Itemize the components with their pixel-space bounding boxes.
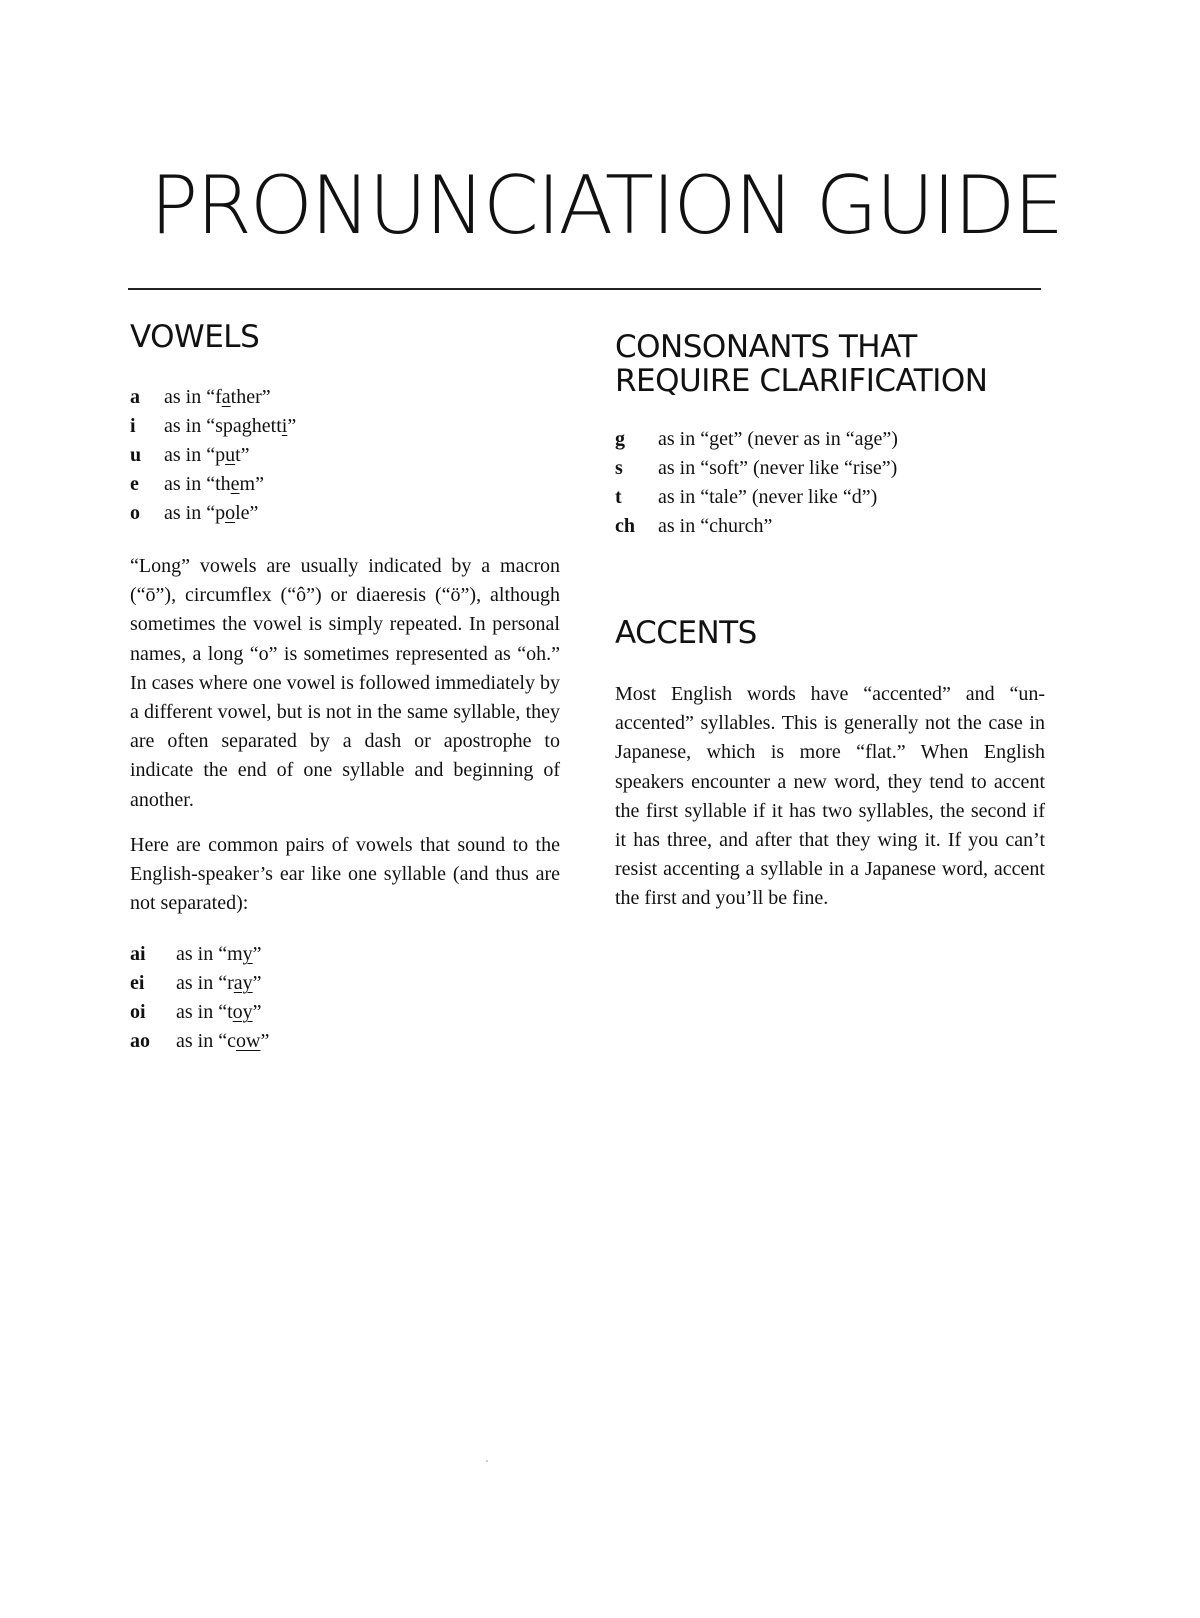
consonant-example: as in “get” (never as in “age”) (658, 428, 898, 450)
list-item (130, 998, 269, 1027)
consonant-key: s (615, 457, 623, 479)
list-item (130, 969, 269, 998)
consonant-example: as in “church” (658, 515, 773, 537)
vowel-example: as in “pole” (164, 502, 259, 524)
vowel-pairs-list (130, 940, 269, 1056)
consonant-key: g (615, 428, 625, 450)
scan-speck (486, 1460, 488, 1462)
pair-key: ao (130, 1030, 150, 1052)
list-item (615, 425, 898, 454)
list-item (615, 512, 898, 541)
page-title: PRONUNCIATION GUIDE (150, 159, 1062, 252)
vowel-key: e (130, 473, 139, 495)
title-divider (128, 288, 1041, 290)
vowels-heading: VOWELS (130, 319, 260, 355)
list-item (130, 412, 296, 441)
vowel-example: as in “spaghetti” (164, 415, 297, 437)
vowel-example: as in “them” (164, 473, 264, 495)
list-item (130, 441, 296, 470)
pair-example: as in “ray” (176, 972, 262, 994)
consonant-example: as in “soft” (never like “rise”) (658, 457, 898, 479)
accents-heading: ACCENTS (615, 615, 757, 651)
pair-example: as in “cow” (176, 1030, 270, 1052)
vowel-key: o (130, 502, 140, 524)
consonant-key: t (615, 486, 622, 508)
list-item (615, 454, 898, 483)
list-item (130, 470, 296, 499)
vowel-key: i (130, 415, 136, 437)
pair-example: as in “toy” (176, 1001, 262, 1023)
pair-example: as in “my” (176, 943, 262, 965)
vowel-example: as in “father” (164, 386, 271, 408)
vowel-pairs-intro: Here are common pairs of vowels that sound to the English-speaker’s ear like one syllable (and thus are not separated): (130, 834, 560, 915)
list-item (130, 1027, 269, 1056)
vowels-list (130, 383, 296, 528)
vowel-key: a (130, 386, 140, 408)
accents-paragraph: Most English words have “accented” and “unaccented” syllables. This is generally not the case in Japanese, which is more “flat.” When English speakers encounter a new word, they tend to accent the first syllable if it has two syllables, the second if it has three, and after that they wing it. If you can’t resist accenting a syllable in a Japanese word, accent the first and you’ll be fine. (615, 683, 1045, 910)
consonants-heading: CONSONANTS THAT REQUIRE CLARIFICATION (615, 329, 988, 399)
list-item (130, 383, 296, 412)
vowel-example: as in “put” (164, 444, 250, 466)
list-item (130, 940, 269, 969)
consonants-list (615, 425, 898, 541)
pair-key: oi (130, 1001, 146, 1023)
pair-key: ei (130, 972, 145, 994)
list-item (130, 499, 296, 528)
consonant-example: as in “tale” (never like “d”) (658, 486, 878, 508)
consonant-key: ch (615, 515, 635, 537)
vowel-key: u (130, 444, 142, 466)
long-vowels-paragraph: “Long” vowels are usually indicated by a macron (“ō”), circumflex (“ô”) or diaeresis (“ö”), although sometimes the vowel is simply repeated. In personal names, a long “o” is sometimes represented as “oh.” In cases where one vowel is followed immediately by a different vowel, but is not in the same syllable, they are often separated by a dash or apostrophe to indicate the end of one syllable and beginning of another. (130, 555, 560, 811)
list-item (615, 483, 898, 512)
pair-key: ai (130, 943, 146, 965)
